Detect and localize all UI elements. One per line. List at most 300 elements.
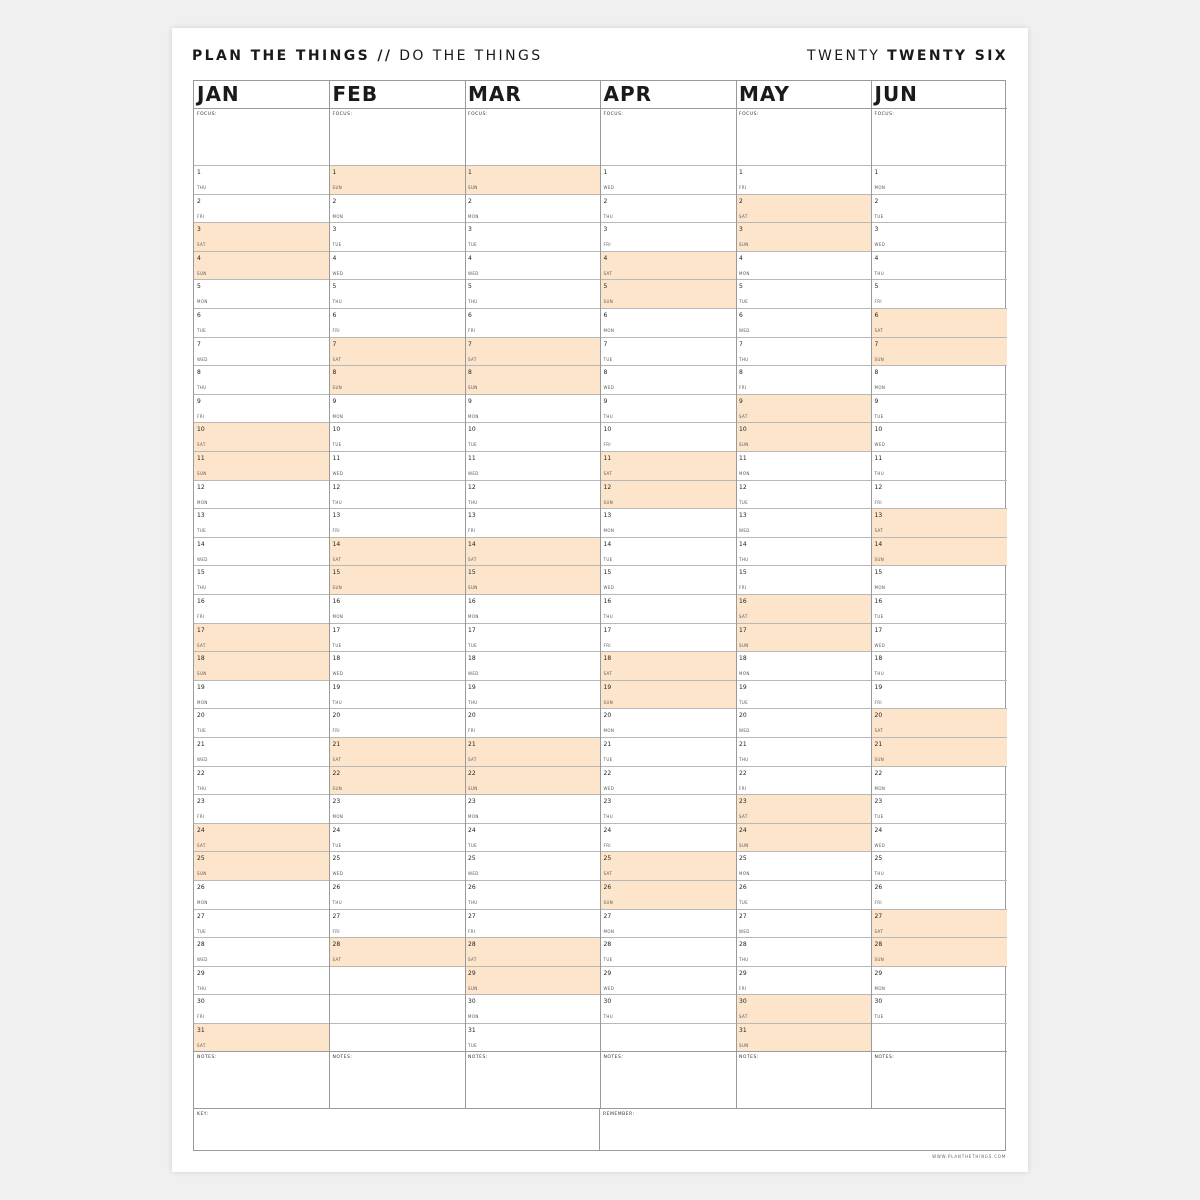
day-cell[interactable]: [736, 165, 872, 194]
notes-box[interactable]: [872, 1051, 1008, 1108]
day-cell[interactable]: [465, 1023, 601, 1052]
day-cell[interactable]: [465, 680, 601, 709]
day-cell[interactable]: [194, 394, 330, 423]
day-cell[interactable]: [330, 851, 466, 880]
day-weekday: SAT: [739, 814, 748, 820]
day-cell[interactable]: [872, 880, 1008, 909]
day-cell[interactable]: [330, 165, 466, 194]
day-cell[interactable]: [194, 537, 330, 566]
day-cell[interactable]: [194, 880, 330, 909]
day-number: 19: [468, 683, 476, 691]
day-cell[interactable]: [194, 279, 330, 308]
day-cell[interactable]: [330, 451, 466, 480]
notes-label: NOTES:: [874, 1055, 895, 1060]
day-cell[interactable]: [194, 165, 330, 194]
day-weekday: SUN: [739, 1043, 749, 1048]
day-cell[interactable]: [330, 651, 466, 680]
day-cell[interactable]: [601, 1023, 737, 1052]
day-cell[interactable]: [601, 909, 737, 938]
day-cell[interactable]: [330, 594, 466, 623]
day-cell[interactable]: [465, 365, 601, 394]
day-cell[interactable]: [736, 708, 872, 737]
day-cell[interactable]: [601, 508, 737, 537]
day-cell[interactable]: [465, 966, 601, 995]
day-number: 20: [332, 712, 341, 720]
day-cell[interactable]: [601, 594, 737, 623]
day-cell[interactable]: [330, 1023, 466, 1052]
day-cell[interactable]: [872, 823, 1008, 852]
day-cell[interactable]: [872, 422, 1008, 451]
day-cell[interactable]: [872, 279, 1008, 308]
day-cell[interactable]: [872, 222, 1008, 251]
day-weekday: WED: [197, 356, 208, 362]
day-cell[interactable]: [465, 994, 601, 1023]
day-number: 19: [874, 683, 883, 691]
day-number: 1: [468, 169, 472, 176]
day-number: 14: [874, 540, 883, 548]
day-cell[interactable]: [601, 565, 737, 594]
day-cell[interactable]: [465, 394, 601, 423]
day-number: 27: [468, 912, 476, 920]
day-number: 17: [739, 626, 747, 634]
day-cell[interactable]: [194, 823, 330, 852]
remember-label: REMEMBER:: [603, 1112, 635, 1117]
day-cell[interactable]: [194, 794, 330, 823]
day-cell[interactable]: [330, 909, 466, 938]
day-cell[interactable]: [465, 794, 601, 823]
day-weekday: SAT: [468, 757, 477, 762]
day-cell[interactable]: [194, 909, 330, 938]
day-cell[interactable]: [601, 279, 737, 308]
day-cell[interactable]: [330, 222, 466, 251]
day-cell[interactable]: [601, 851, 737, 880]
day-weekday: THU: [739, 957, 749, 963]
day-cell[interactable]: [330, 623, 466, 652]
day-cell[interactable]: [330, 251, 466, 280]
day-cell[interactable]: [736, 594, 872, 623]
day-cell[interactable]: [736, 994, 872, 1023]
day-cell[interactable]: [465, 194, 601, 223]
day-cell[interactable]: [465, 222, 601, 251]
day-cell[interactable]: [736, 565, 872, 594]
day-weekday: THU: [197, 585, 207, 591]
day-cell[interactable]: [736, 422, 872, 451]
day-weekday: TUE: [739, 499, 749, 505]
day-cell[interactable]: [194, 994, 330, 1023]
day-cell[interactable]: [872, 766, 1008, 795]
day-cell[interactable]: [465, 594, 601, 623]
day-cell[interactable]: [736, 508, 872, 537]
day-weekday: SUN: [739, 242, 749, 248]
day-number: 10: [603, 426, 612, 434]
day-cell[interactable]: [872, 365, 1008, 394]
day-cell[interactable]: [872, 851, 1008, 880]
day-cell[interactable]: [465, 737, 601, 766]
day-cell[interactable]: [194, 422, 330, 451]
day-cell[interactable]: [330, 565, 466, 594]
day-weekday: MON: [603, 328, 615, 333]
day-cell[interactable]: [194, 194, 330, 223]
day-weekday: MON: [739, 871, 750, 877]
day-weekday: SUN: [468, 385, 478, 391]
day-cell[interactable]: [872, 794, 1008, 823]
day-number: 24: [468, 826, 476, 834]
day-cell[interactable]: [872, 966, 1008, 995]
day-number: 11: [468, 455, 476, 462]
day-cell[interactable]: [194, 766, 330, 795]
day-weekday: FRI: [739, 185, 747, 190]
notes-box[interactable]: [601, 1051, 737, 1108]
day-cell[interactable]: [601, 222, 737, 251]
day-cell[interactable]: [465, 623, 601, 652]
day-cell[interactable]: [601, 994, 737, 1023]
day-weekday: FRI: [874, 900, 882, 905]
notes-label: NOTES:: [197, 1055, 217, 1060]
day-weekday: MON: [603, 928, 615, 934]
day-cell[interactable]: [194, 937, 330, 966]
day-weekday: SAT: [468, 957, 477, 963]
day-cell[interactable]: [601, 365, 737, 394]
day-number: 7: [603, 340, 608, 348]
day-cell[interactable]: [601, 165, 737, 194]
day-cell[interactable]: [194, 451, 330, 480]
day-cell[interactable]: [465, 508, 601, 537]
day-cell[interactable]: [736, 365, 872, 394]
day-cell[interactable]: [872, 737, 1008, 766]
day-cell[interactable]: [601, 394, 737, 423]
day-number: 26: [739, 884, 747, 891]
day-weekday: FRI: [468, 728, 476, 734]
day-cell[interactable]: [736, 194, 872, 223]
day-cell[interactable]: [601, 937, 737, 966]
year-bold: TWENTY SIX: [887, 48, 1008, 64]
day-cell[interactable]: [465, 480, 601, 509]
day-number: 14: [739, 540, 747, 548]
day-cell[interactable]: [872, 651, 1008, 680]
day-cell[interactable]: [736, 909, 872, 938]
day-number: 6: [197, 312, 201, 319]
day-cell[interactable]: [330, 480, 466, 509]
day-weekday: MON: [874, 185, 886, 190]
day-cell[interactable]: [736, 623, 872, 652]
focus-box[interactable]: [465, 108, 601, 165]
day-cell[interactable]: [736, 794, 872, 823]
day-cell[interactable]: [601, 537, 737, 566]
day-cell[interactable]: [601, 337, 737, 366]
day-number: 17: [332, 626, 341, 634]
day-number: 7: [197, 340, 201, 348]
day-cell[interactable]: [330, 737, 466, 766]
day-weekday: MON: [332, 814, 344, 820]
day-cell[interactable]: [872, 251, 1008, 280]
day-cell[interactable]: [872, 537, 1008, 566]
day-cell[interactable]: [872, 508, 1008, 537]
day-cell[interactable]: [330, 365, 466, 394]
day-cell[interactable]: [330, 508, 466, 537]
day-number: 11: [197, 455, 205, 462]
day-cell[interactable]: [330, 537, 466, 566]
day-cell[interactable]: [194, 594, 330, 623]
day-cell[interactable]: [736, 222, 872, 251]
day-cell[interactable]: [330, 394, 466, 423]
month-column: [330, 81, 466, 1152]
day-number: 20: [603, 712, 612, 720]
day-cell[interactable]: [330, 422, 466, 451]
day-cell[interactable]: [465, 880, 601, 909]
day-cell[interactable]: [465, 279, 601, 308]
day-cell[interactable]: [601, 708, 737, 737]
day-cell[interactable]: [330, 337, 466, 366]
day-cell[interactable]: [194, 337, 330, 366]
notes-box[interactable]: [330, 1051, 466, 1108]
day-cell[interactable]: [872, 480, 1008, 509]
day-cell[interactable]: [194, 251, 330, 280]
day-cell[interactable]: [194, 651, 330, 680]
day-cell[interactable]: [194, 851, 330, 880]
day-number: 24: [739, 826, 747, 834]
day-cell[interactable]: [601, 737, 737, 766]
day-number: 25: [332, 855, 341, 863]
day-cell[interactable]: [194, 508, 330, 537]
day-cell[interactable]: [872, 308, 1008, 337]
focus-box[interactable]: [194, 108, 330, 165]
day-weekday: MON: [468, 1014, 479, 1020]
day-cell[interactable]: [330, 794, 466, 823]
day-cell[interactable]: [465, 308, 601, 337]
day-number: 5: [603, 283, 608, 291]
day-weekday: SUN: [332, 385, 343, 391]
day-number: 21: [468, 741, 476, 748]
day-number: 20: [197, 712, 205, 720]
day-cell[interactable]: [601, 308, 737, 337]
day-cell[interactable]: [736, 766, 872, 795]
day-weekday: SUN: [874, 757, 885, 762]
notes-box[interactable]: [194, 1051, 330, 1108]
day-cell[interactable]: [736, 680, 872, 709]
day-number: 13: [468, 512, 476, 520]
day-cell[interactable]: [872, 594, 1008, 623]
day-number: 29: [603, 969, 612, 977]
day-number: 4: [874, 254, 879, 262]
day-weekday: MON: [603, 728, 615, 734]
day-weekday: WED: [468, 871, 479, 877]
day-cell[interactable]: [194, 1023, 330, 1052]
day-number: 14: [197, 540, 205, 548]
day-weekday: THU: [332, 299, 343, 305]
day-cell[interactable]: [736, 737, 872, 766]
day-weekday: WED: [739, 528, 750, 534]
day-cell[interactable]: [872, 165, 1008, 194]
day-cell[interactable]: [736, 880, 872, 909]
day-weekday: FRI: [739, 585, 747, 591]
month-name: JAN: [197, 82, 240, 106]
day-cell[interactable]: [601, 251, 737, 280]
day-number: 9: [739, 397, 743, 405]
day-number: 1: [739, 169, 743, 176]
title-bold: PLAN THE THINGS //: [192, 48, 393, 64]
day-cell[interactable]: [736, 337, 872, 366]
day-cell[interactable]: [872, 451, 1008, 480]
focus-box[interactable]: [736, 108, 872, 165]
day-cell[interactable]: [465, 823, 601, 852]
day-weekday: WED: [603, 185, 615, 190]
day-cell[interactable]: [194, 308, 330, 337]
day-cell[interactable]: [872, 909, 1008, 938]
day-cell[interactable]: [736, 651, 872, 680]
day-cell[interactable]: [601, 422, 737, 451]
day-cell[interactable]: [736, 480, 872, 509]
day-weekday: WED: [468, 270, 479, 276]
day-weekday: FRI: [332, 728, 340, 734]
notes-label: NOTES:: [332, 1055, 353, 1060]
day-weekday: SUN: [468, 985, 478, 991]
day-cell[interactable]: [465, 851, 601, 880]
day-cell[interactable]: [601, 794, 737, 823]
day-cell[interactable]: [736, 279, 872, 308]
month-name: JUN: [874, 82, 918, 106]
day-cell[interactable]: [601, 966, 737, 995]
day-weekday: TUE: [197, 328, 207, 333]
day-number: 29: [739, 969, 747, 977]
day-number: 6: [739, 312, 743, 319]
day-cell[interactable]: [872, 337, 1008, 366]
day-weekday: TUE: [739, 900, 749, 905]
day-cell[interactable]: [194, 565, 330, 594]
day-cell[interactable]: [465, 651, 601, 680]
day-cell[interactable]: [465, 909, 601, 938]
day-weekday: WED: [874, 842, 886, 848]
day-cell[interactable]: [194, 966, 330, 995]
focus-box[interactable]: [872, 108, 1008, 165]
day-weekday: THU: [739, 356, 749, 362]
day-weekday: TUE: [603, 356, 613, 362]
day-weekday: SUN: [468, 185, 478, 190]
day-weekday: FRI: [603, 842, 611, 848]
day-cell[interactable]: [465, 251, 601, 280]
day-cell[interactable]: [736, 394, 872, 423]
day-cell[interactable]: [736, 308, 872, 337]
notes-box[interactable]: [465, 1051, 601, 1108]
day-cell[interactable]: [465, 937, 601, 966]
day-number: 2: [468, 197, 472, 205]
day-weekday: WED: [603, 385, 615, 391]
day-number: 18: [739, 655, 747, 663]
day-weekday: SUN: [197, 471, 207, 476]
day-cell[interactable]: [330, 194, 466, 223]
day-cell[interactable]: [736, 937, 872, 966]
day-cell[interactable]: [465, 337, 601, 366]
day-weekday: FRI: [468, 328, 476, 333]
day-cell[interactable]: [872, 623, 1008, 652]
day-cell[interactable]: [601, 651, 737, 680]
day-cell[interactable]: [330, 708, 466, 737]
day-number: 21: [332, 741, 341, 748]
day-cell[interactable]: [601, 623, 737, 652]
day-cell[interactable]: [736, 537, 872, 566]
day-cell[interactable]: [601, 823, 737, 852]
day-cell[interactable]: [330, 937, 466, 966]
day-cell[interactable]: [465, 165, 601, 194]
day-number: 8: [468, 369, 472, 377]
day-cell[interactable]: [872, 680, 1008, 709]
day-cell[interactable]: [601, 480, 737, 509]
day-cell[interactable]: [194, 680, 330, 709]
day-weekday: SUN: [332, 785, 343, 791]
day-cell[interactable]: [736, 251, 872, 280]
day-cell[interactable]: [465, 565, 601, 594]
day-number: 28: [874, 941, 883, 949]
day-cell[interactable]: [601, 194, 737, 223]
day-cell[interactable]: [872, 194, 1008, 223]
day-cell[interactable]: [736, 1023, 872, 1052]
day-number: 3: [874, 226, 879, 234]
day-weekday: SAT: [197, 242, 206, 248]
day-weekday: TUE: [197, 728, 207, 734]
day-cell[interactable]: [194, 365, 330, 394]
day-cell[interactable]: [601, 680, 737, 709]
day-number: 27: [603, 912, 612, 920]
day-cell[interactable]: [330, 823, 466, 852]
day-cell[interactable]: [736, 851, 872, 880]
focus-box[interactable]: [601, 108, 737, 165]
day-weekday: WED: [874, 642, 886, 648]
day-cell[interactable]: [736, 823, 872, 852]
day-cell[interactable]: [872, 937, 1008, 966]
day-cell[interactable]: [736, 451, 872, 480]
day-cell[interactable]: [601, 766, 737, 795]
day-cell[interactable]: [872, 1023, 1008, 1052]
day-cell[interactable]: [465, 537, 601, 566]
day-cell[interactable]: [465, 451, 601, 480]
day-cell[interactable]: [601, 451, 737, 480]
day-cell[interactable]: [194, 737, 330, 766]
day-cell[interactable]: [872, 994, 1008, 1023]
day-cell[interactable]: [872, 708, 1008, 737]
day-cell[interactable]: [872, 565, 1008, 594]
day-cell[interactable]: [330, 308, 466, 337]
day-cell[interactable]: [330, 680, 466, 709]
day-cell[interactable]: [465, 708, 601, 737]
day-cell[interactable]: [330, 880, 466, 909]
day-number: 4: [468, 254, 472, 262]
day-weekday: THU: [603, 413, 614, 419]
day-cell[interactable]: [330, 966, 466, 995]
day-cell[interactable]: [194, 480, 330, 509]
day-weekday: FRI: [197, 614, 205, 619]
day-weekday: TUE: [874, 614, 884, 619]
notes-box[interactable]: [736, 1051, 872, 1108]
day-number: 18: [603, 655, 612, 663]
day-cell[interactable]: [194, 708, 330, 737]
day-cell[interactable]: [330, 766, 466, 795]
day-cell[interactable]: [601, 880, 737, 909]
day-number: 8: [332, 369, 337, 377]
day-cell[interactable]: [194, 222, 330, 251]
day-cell[interactable]: [330, 994, 466, 1023]
day-weekday: SUN: [739, 842, 749, 848]
day-cell[interactable]: [465, 422, 601, 451]
day-cell[interactable]: [465, 766, 601, 795]
day-cell[interactable]: [330, 279, 466, 308]
day-cell[interactable]: [194, 623, 330, 652]
day-weekday: THU: [874, 471, 885, 476]
day-number: 16: [739, 598, 747, 605]
focus-box[interactable]: [330, 108, 466, 165]
day-cell[interactable]: [872, 394, 1008, 423]
day-number: 1: [603, 169, 608, 176]
day-cell[interactable]: [736, 966, 872, 995]
day-number: 13: [332, 512, 341, 520]
